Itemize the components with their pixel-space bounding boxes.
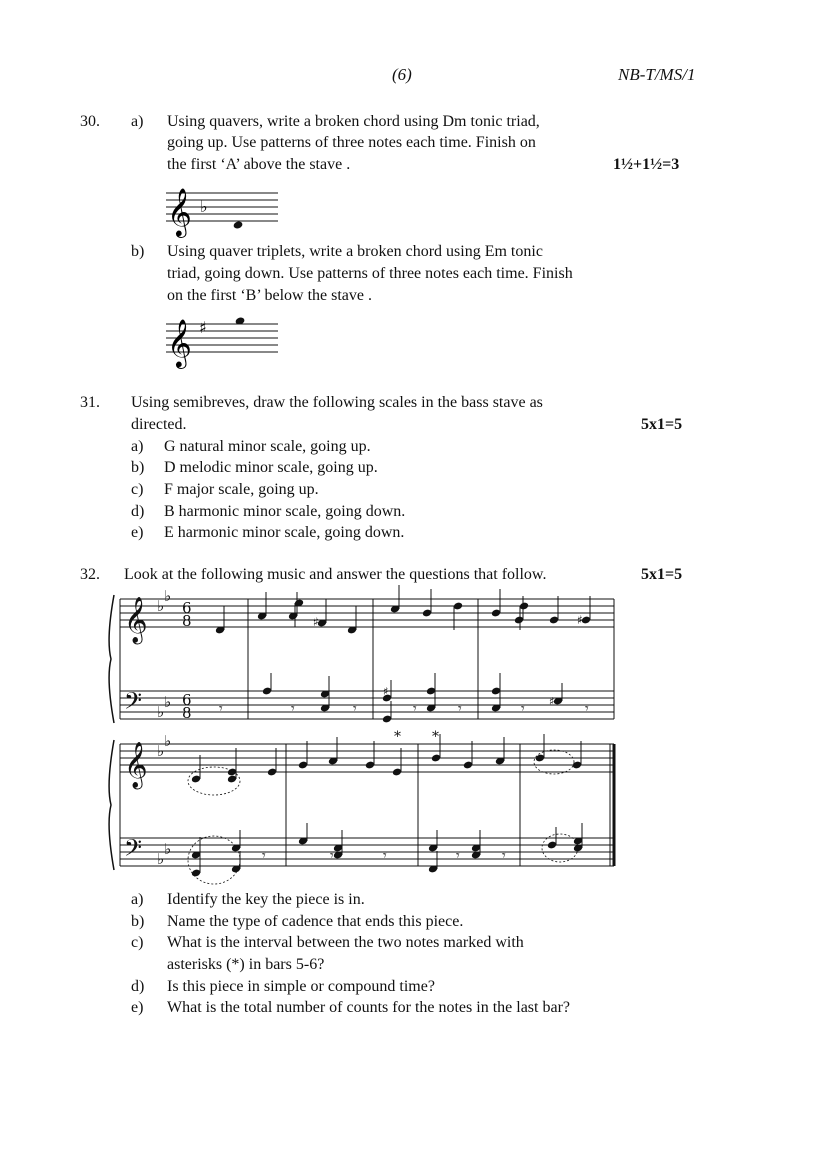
q31a-label: a) (131, 438, 144, 455)
q30b-label: b) (131, 243, 145, 260)
time-signature-bottom: 8 (182, 612, 192, 630)
sharp-icon: ♯ (199, 318, 207, 337)
q30b-line-2: triad, going down. Use patterns of three notes each time. Finish (167, 265, 573, 282)
q31e-label: e) (131, 524, 144, 541)
flat-icon: ♭ (157, 850, 165, 868)
rest-icon: 𝄾 (353, 701, 357, 717)
q31c-label: c) (131, 481, 144, 498)
rest-icon: 𝄾 (383, 848, 387, 864)
flat-icon: ♭ (157, 703, 165, 721)
time-signature-top: 6 (182, 599, 192, 617)
q32c-label: c) (131, 934, 144, 951)
rest-icon: 𝄾 (291, 701, 295, 717)
rest-icon: 𝄾 (456, 848, 460, 864)
q32e-text: What is the total number of counts for the notes in the last bar? (167, 999, 570, 1016)
rest-icon: 𝄾 (585, 701, 589, 717)
asterisk-marker: * (394, 729, 401, 745)
sharp-icon: ♯ (577, 613, 583, 627)
paper-code: NB-T/MS/1 (618, 65, 696, 84)
flat-icon: ♭ (157, 742, 165, 760)
q32d-text: Is this piece in simple or compound time? (167, 978, 435, 995)
q31b-text: D melodic minor scale, going up. (164, 459, 378, 476)
q32e-label: e) (131, 999, 144, 1016)
treble-clef-icon: 𝄞 (167, 318, 192, 367)
flat-icon: ♭ (157, 597, 165, 615)
rest-icon: 𝄾 (458, 701, 462, 717)
sharp-icon: ♯ (313, 615, 319, 629)
rest-icon: 𝄾 (330, 848, 334, 864)
q32-intro: Look at the following music and answer the questions that follow. (124, 566, 547, 583)
treble-clef-icon: 𝄞 (124, 597, 148, 643)
rest-icon: 𝄾 (219, 701, 223, 717)
flat-icon: ♭ (164, 840, 172, 858)
rest-icon: 𝄾 (521, 701, 525, 717)
system-1-brace (109, 595, 114, 723)
q30b-line-3: on the first ‘B’ below the stave . (167, 287, 372, 304)
q31a-text: G natural minor scale, going up. (164, 438, 371, 455)
flat-icon: ♭ (164, 732, 172, 750)
asterisk-marker: * (432, 729, 439, 745)
flat-icon: ♭ (200, 197, 208, 216)
q32d-label: d) (131, 978, 145, 995)
q30a-line-3: the first ‘A’ above the stave . (167, 156, 351, 173)
q31-number: 31. (80, 394, 100, 411)
q30b-line-1: Using quaver triplets, write a broken chord using Em tonic (167, 243, 543, 260)
circle-annotation (188, 836, 240, 884)
page-number: (6) (392, 65, 412, 84)
sharp-icon: ♯ (383, 685, 389, 698)
time-signature-top: 6 (182, 691, 192, 709)
q31e-text: E harmonic minor scale, going down. (164, 524, 405, 541)
q30a-line-1: Using quavers, write a broken chord using Dm tonic triad, (167, 113, 540, 130)
circle-annotation (534, 750, 574, 774)
q32a-text: Identify the key the piece is in. (167, 891, 365, 908)
sharp-icon: ♯ (549, 695, 555, 708)
q32b-label: b) (131, 913, 145, 930)
time-signature-bottom: 8 (182, 704, 192, 722)
flat-icon: ♭ (164, 587, 172, 605)
q32a-label: a) (131, 891, 144, 908)
rest-icon: 𝄾 (262, 848, 266, 864)
flat-icon: ♭ (164, 693, 172, 711)
q31c-text: F major scale, going up. (164, 481, 319, 498)
treble-clef-icon: 𝄞 (167, 187, 192, 236)
q31-line-1: Using semibreves, draw the following scales in the bass stave as (131, 394, 543, 411)
q31d-text: B harmonic minor scale, going down. (164, 503, 406, 520)
q31b-label: b) (131, 459, 145, 476)
q32c-text-1: What is the interval between the two notes marked with (167, 934, 524, 951)
q30a-line-2: going up. Use patterns of three notes each time. Finish on (167, 134, 536, 151)
q31-marks: 5x1=5 (641, 416, 683, 433)
q32-marks: 5x1=5 (641, 566, 683, 583)
treble-clef-icon: 𝄞 (124, 742, 148, 788)
q30a-label: a) (131, 113, 144, 130)
q32-number: 32. (80, 566, 100, 583)
bass-clef-icon: 𝄢 (124, 687, 143, 720)
q31-line-2: directed. (131, 416, 187, 433)
rest-icon: 𝄾 (502, 848, 506, 864)
q30-marks: 1½+1½=3 (613, 156, 680, 173)
bass-clef-icon: 𝄢 (124, 834, 143, 867)
q32c-text-2: asterisks (*) in bars 5-6? (167, 956, 325, 973)
q30-number: 30. (80, 113, 100, 130)
q32b-text: Name the type of cadence that ends this piece. (167, 913, 464, 930)
system-2-brace (109, 740, 114, 870)
rest-icon: 𝄾 (413, 701, 417, 717)
q31d-label: d) (131, 503, 145, 520)
